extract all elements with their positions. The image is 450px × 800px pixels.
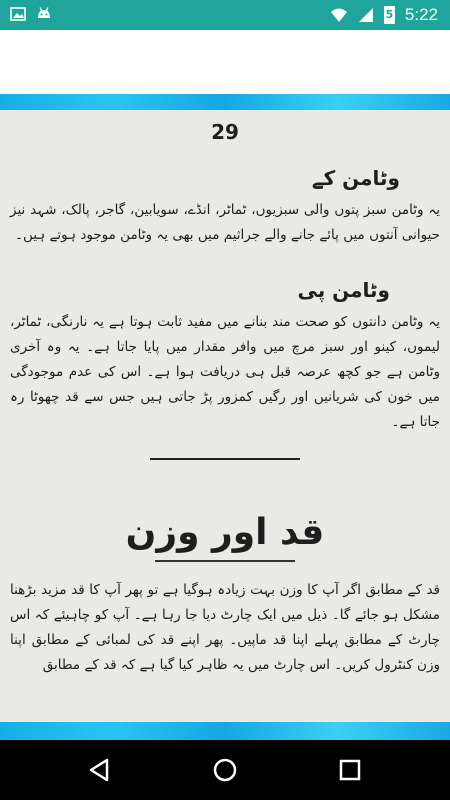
app-bar	[0, 30, 450, 94]
section-body-height-weight: قد کے مطابق اگر آپ کا وزن بہت زیادہ ہوگیا ہے تو پھر آپ کا قد مزید بڑھنا مشکل ہو جائے گا۔ ذیل میں ایک چارٹ دیا جا رہا ہے۔ آپ کو چاہیئے کہ اس چارٹ کے مطابق پہلے اپنا قد ماپیں۔ پھر اپنے قد کی لمبائی کے مطابق اپنا وزن کنٹرول کریں۔ اس چارٹ میں یہ ظاہر کیا گیا ہے کہ قد کے مطابق	[10, 582, 440, 673]
decorative-band-bottom	[0, 722, 450, 740]
navigation-bar	[0, 740, 450, 800]
decorative-band-top	[0, 94, 450, 110]
section-body-vitamin-p: یہ وٹامن دانتوں کو صحت مند بنانے میں مفید ثابت ہوتا ہے یہ نارنگی، ٹماٹر، لیموں، کینو اور سبز مرچ میں وافر مقدار میں پایا جاتا ہے۔ یہ وہ آخری وٹامن ہے جو کچھ عرصہ قبل ہی دریافت ہوا ہے۔ اس کی عدم موجودگی میں خون کی شریانیں اور رگیں کمزور پڑ جاتی ہیں جس سے قد چھوٹا رہ جاتا ہے۔	[10, 314, 440, 430]
home-icon[interactable]	[210, 755, 240, 785]
section-heading-vitamin-p: وٹامن پی	[297, 278, 390, 302]
battery-level: 5	[385, 8, 394, 21]
android-icon	[36, 6, 52, 22]
section-body-vitamin: یہ وٹامن سبز پتوں والی سبزیوں، ٹماٹر، انڈے، سویابین، گاجر، پالک، شہد نیز حیوانی آنتوں میں پائے جانے والے جراثیم میں بھی یہ وٹامن موجود ہوتے ہیں۔	[10, 202, 440, 243]
section-heading-vitamin: وٹامن کے	[311, 166, 400, 190]
section-divider	[150, 458, 300, 460]
image-icon	[10, 6, 26, 22]
recents-icon[interactable]	[335, 755, 365, 785]
chapter-title: قد اور وزن	[125, 512, 325, 553]
signal-icon	[358, 7, 374, 23]
back-icon[interactable]	[85, 755, 115, 785]
page-number: 29	[211, 120, 239, 144]
notification-icons	[10, 6, 52, 22]
battery-icon	[384, 6, 395, 24]
wifi-icon	[330, 7, 348, 23]
book-page	[0, 110, 450, 722]
title-underline	[155, 560, 295, 562]
page-viewer[interactable]	[0, 94, 450, 740]
status-bar	[0, 0, 450, 30]
system-icons	[330, 5, 438, 25]
clock: 5:22	[404, 5, 438, 24]
